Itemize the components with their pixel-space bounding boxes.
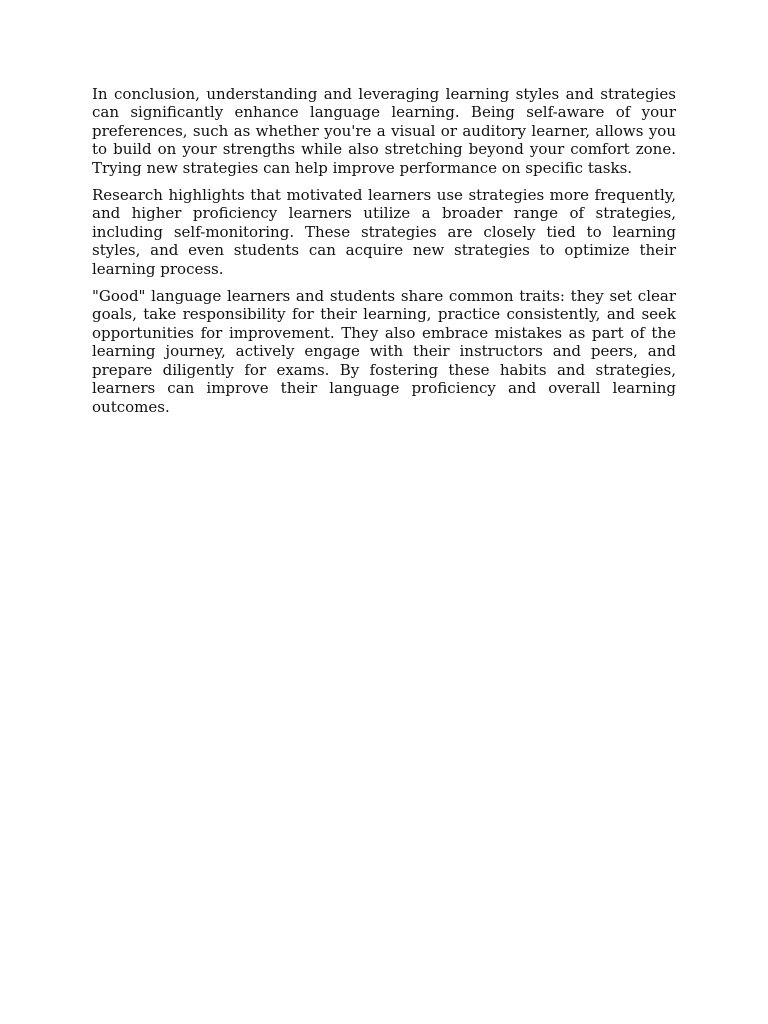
paragraph-good-learners: "Good" language learners and students share common traits: they set clear goals, take responsibility for their learning, practice consistently, and seek opportunities for improvement. They also embrace mistakes as part of the learning journey, actively engage with their instructors and peers, and prepare diligently for exams. By fostering these habits and strategies, learners can improve their language proficiency and overall learning outcomes. <box>92 287 676 416</box>
paragraph-conclusion: In conclusion, understanding and leveraging learning styles and strategies can significantly enhance language learning. Being self-aware of your preferences, such as whether you're a visual or auditory learner, allows you to build on your strengths while also stretching beyond your comfort zone. Trying new strategies can help improve performance on specific tasks. <box>92 85 676 177</box>
document-body <box>92 85 676 425</box>
paragraph-research: Research highlights that motivated learners use strategies more frequently, and higher proficiency learners utilize a broader range of strategies, including self-monitoring. These strategies are closely tied to learning styles, and even students can acquire new strategies to optimize their learning process. <box>92 186 676 278</box>
